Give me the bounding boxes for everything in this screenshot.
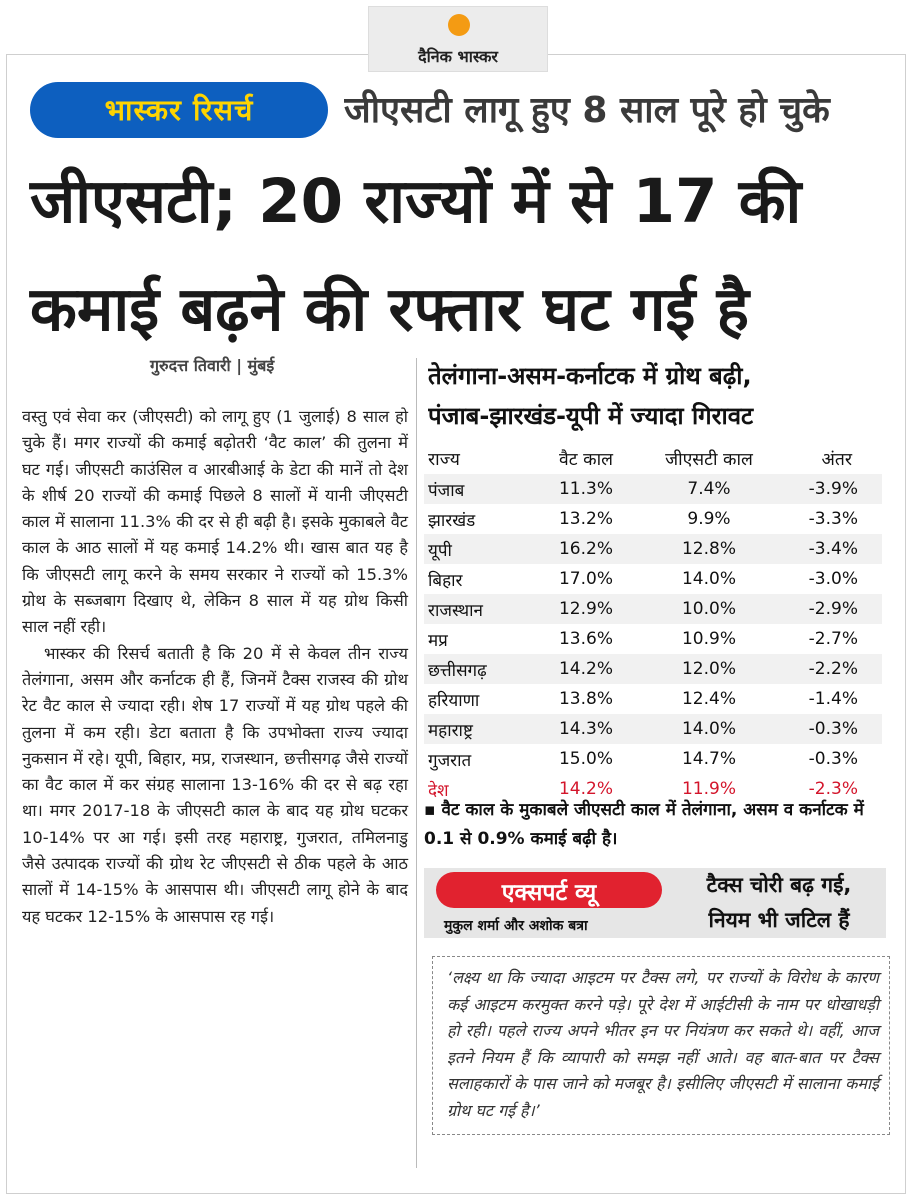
table-row: [424, 714, 882, 744]
header-state: राज्य: [428, 450, 460, 470]
table-row: [424, 624, 882, 654]
cell-difference: -3.3%: [808, 509, 858, 529]
cell-gst-value: 9.9%: [687, 509, 731, 529]
cell-difference: -0.3%: [778, 714, 882, 744]
cell-gst-value: 12.0%: [640, 654, 778, 684]
cell-vat-value: 15.0%: [558, 749, 613, 769]
table-footnote: ▪ वैट काल के मुकाबले जीएसटी काल में तेलंगाना, असम व कर्नाटक में 0.1 से 0.9% कमाई बढ़ी है।: [424, 800, 864, 849]
cell-difference: -2.9%: [778, 594, 882, 624]
header-vat-period: वैट काल: [559, 450, 613, 470]
cell-state: छत्तीसगढ़: [424, 654, 532, 684]
table-row: [424, 474, 882, 504]
article-paragraph-2: भास्कर की रिसर्च बताती है कि 20 में से केवल तीन राज्य तेलंगाना, असम और कर्नाटक ही हैं, जिनमें टैक्स राजस्व की ग्रोथ रेट वैट काल से ज्यादा रही। शेष 17 राज्यों में यह ग्रोथ पहले की तुलना में कम रही। डेटा बताता है कि उपभोक्ता राज्य ज्यादा नुकसान में रहे। यूपी, बिहार, मप्र, राजस्थान, छत्तीसगढ़ जैसे राज्यों का वैट काल में कर संग्रह सालाना 13-16% की दर से बढ़ रहा था। मगर 2017-18 के जीएसटी काल के बाद यह ग्रोथ घटकर 10-14% पर आ गई। इसी तरह महाराष्ट्र, गुजरात, तमिलनाडु जैसे उत्पादक राज्यों की ग्रोथ रेट जीएसटी से ठीक पहले के आठ सालों में 14-15% के आसपास थी। जीएसटी लागू होने के बाद यह घटकर 12-15% के आसपास रह गई।: [22, 643, 408, 926]
headline-line-2: कमाई बढ़ने की रफ्तार घट गई है: [30, 274, 749, 345]
cell-difference: -3.0%: [808, 569, 858, 589]
cell-gst-value: 12.8%: [640, 534, 778, 564]
cell-gst-value: 10.9%: [681, 629, 736, 649]
table-row: [424, 534, 882, 564]
article-paragraph-1: वस्तु एवं सेवा कर (जीएसटी) को लागू हुए (1 जुलाई) 8 साल हो चुके हैं। मगर राज्यों की कमाई बढ़ोतरी ‘वैट काल’ की तुलना में घट गई। जीएसटी काउंसिल व आरबीआई के डेटा की मानें तो देश के शीर्ष 20 राज्यों की कमाई पिछले 8 सालों में यानी जीएसटी काल में सालाना 11.3% की दर से ही बढ़ी है। इसके मुकाबले वैट काल के आठ सालों में यह कमाई 14.2% थी। खास बात यह है कि जीएसटी लागू करने के समय सरकार ने राज्यों को 15.3% ग्रोथ के सब्जबाग दिखाए थे, लेकिन 8 साल में यह ग्रोथ किसी साल नहीं रही।: [22, 407, 408, 637]
expert-headline-line-2: नियम भी जटिल हैं: [708, 908, 850, 932]
masthead-name: दैनिक भास्कर: [418, 47, 498, 66]
sun-logo-icon: [448, 14, 470, 36]
cell-vat-value: 16.2%: [532, 534, 640, 564]
cell-gst-value: 14.0%: [640, 714, 778, 744]
cell-state: गुजरात: [428, 750, 472, 771]
table-title-line-2: पंजाब-झारखंड-यूपी में ज्यादा गिरावट: [428, 402, 754, 430]
cell-difference: -3.9%: [778, 474, 882, 504]
expert-headline-line-1: टैक्स चोरी बढ़ गई,: [706, 873, 852, 897]
cell-state: झारखंड: [428, 510, 476, 531]
research-badge-label: भास्कर रिसर्च: [104, 93, 254, 127]
cell-vat-value: 11.3%: [532, 474, 640, 504]
headline: [30, 148, 890, 364]
header-gst-period: जीएसटी काल: [665, 450, 753, 470]
cell-gst-value: 14.0%: [681, 569, 736, 589]
cell-difference: -2.7%: [808, 629, 858, 649]
table-title-line-1: तेलंगाना-असम-कर्नाटक में ग्रोथ बढ़ी,: [428, 362, 752, 390]
cell-vat-value: 14.2%: [532, 774, 640, 804]
expert-names: मुकुल शर्मा और अशोक बत्रा: [444, 918, 588, 934]
cell-state: बिहार: [428, 570, 463, 591]
cell-gst-value: 11.9%: [640, 774, 778, 804]
cell-state: हरियाणा: [428, 690, 480, 711]
cell-difference: -0.3%: [808, 749, 858, 769]
byline: गुरुदत्त तिवारी | मुंबई: [150, 356, 275, 375]
cell-vat-value: 13.6%: [558, 629, 613, 649]
column-divider: [416, 358, 417, 1168]
table-row: [424, 684, 882, 714]
table-row: [424, 564, 882, 594]
cell-state: मप्र: [428, 630, 448, 651]
cell-gst-value: 12.4%: [681, 689, 736, 709]
cell-difference: -2.3%: [778, 774, 882, 804]
research-badge: [30, 82, 328, 138]
expert-view-badge: [436, 872, 662, 908]
cell-gst-value: 14.7%: [681, 749, 736, 769]
table-row: [424, 654, 882, 684]
cell-vat-value: 13.2%: [558, 509, 613, 529]
expert-headline: [674, 868, 884, 938]
cell-vat-value: 17.0%: [558, 569, 613, 589]
article-body: [22, 404, 408, 930]
cell-state: देश: [424, 774, 532, 804]
masthead: [368, 6, 548, 72]
cell-vat-value: 14.3%: [532, 714, 640, 744]
state-growth-table: [424, 444, 882, 804]
cell-state: महाराष्ट्र: [424, 714, 532, 744]
cell-vat-value: 14.2%: [532, 654, 640, 684]
expert-view-label: एक्सपर्ट व्यू: [501, 880, 597, 906]
cell-vat-value: 13.8%: [558, 689, 613, 709]
cell-difference: -3.4%: [778, 534, 882, 564]
expert-quote: ‘लक्ष्य था कि ज्यादा आइटम पर टैक्स लगे, पर राज्यों के विरोध के कारण कई आइटम करमुक्त करने पड़े। पूरे देश में आईटीसी के नाम पर धोखाधड़ी हो रही। पहले राज्य अपने भीतर इन पर नियंत्रण कर सकते थे। वहीं, आज इतने नियम हैं कि व्यापारी को समझ नहीं आते। वह बात-बात पर टैक्स सलाहकारों के पास जाने को मजबूर है। इसीलिए जीएसटी में सालाना कमाई ग्रोथ घट गई है।’: [432, 956, 890, 1135]
cell-gst-value: 7.4%: [640, 474, 778, 504]
cell-difference: -1.4%: [808, 689, 858, 709]
cell-state: राजस्थान: [424, 594, 532, 624]
table-row: [424, 594, 882, 624]
cell-difference: -2.2%: [778, 654, 882, 684]
cell-state: पंजाब: [424, 474, 532, 504]
header-difference: अंतर: [821, 450, 852, 470]
cell-gst-value: 10.0%: [640, 594, 778, 624]
table-row: [424, 504, 882, 534]
headline-line-1: जीएसटी; 20 राज्यों में से 17 की: [30, 166, 802, 237]
cell-state: यूपी: [424, 534, 532, 564]
table-title: [428, 356, 893, 436]
table-header-row: [424, 444, 882, 474]
kicker-text: जीएसटी लागू हुए 8 साल पूरे हो चुके: [344, 90, 830, 131]
table-row: [424, 744, 882, 774]
cell-vat-value: 12.9%: [532, 594, 640, 624]
